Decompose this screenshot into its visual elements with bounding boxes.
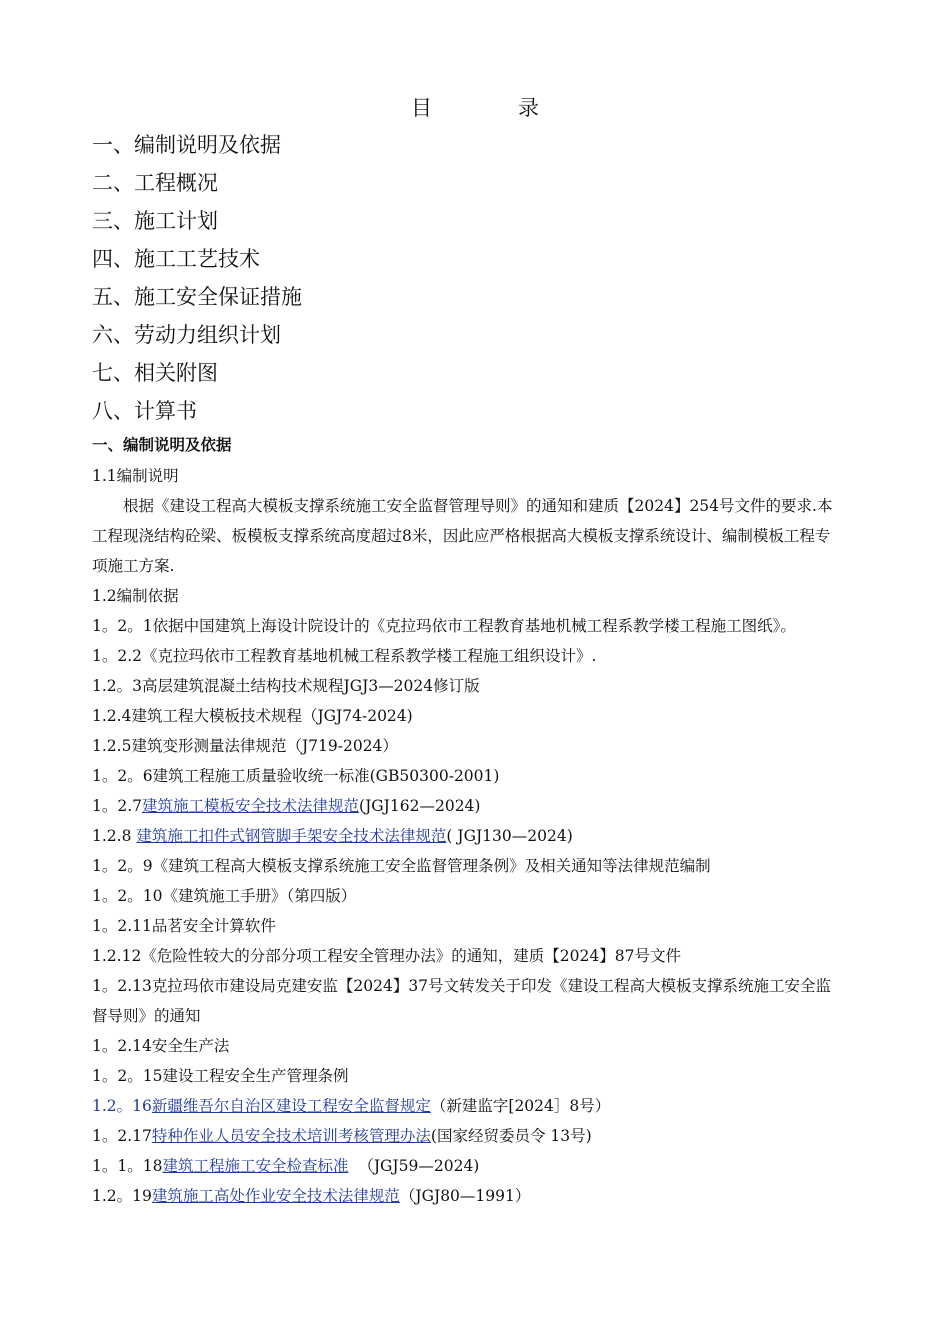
reference-item <box>92 1091 842 1121</box>
table-of-contents <box>92 126 302 430</box>
toc-title <box>0 92 950 122</box>
reference-number: 1.2。19 <box>92 1187 152 1205</box>
reference-item: 1.2.4建筑工程大模板技术规程（JGJ74-2024) <box>92 707 413 725</box>
subsection-heading: 1.1编制说明 <box>92 467 179 485</box>
reference-link[interactable]: 建筑施工模板安全技术法律规范 <box>142 797 360 815</box>
toc-title-left: 目 <box>411 96 432 120</box>
reference-item <box>92 1121 842 1151</box>
reference-item <box>92 791 842 821</box>
section-heading: 一、编制说明及依据 <box>92 436 232 454</box>
toc-item[interactable]: 四、施工工艺技术 <box>92 247 260 271</box>
reference-number: 1。2.7 <box>92 797 143 815</box>
reference-item: 1.2。3高层建筑混凝土结构技术规程JGJ3—2024修订版 <box>92 677 480 695</box>
reference-item: 1。2。6建筑工程施工质量验收统一标准(GB50300-2001) <box>92 767 500 785</box>
toc-item[interactable]: 三、施工计划 <box>92 209 218 233</box>
reference-item: 1.2.12《危险性较大的分部分项工程安全管理办法》的通知，建质【2024】87号文件 <box>92 947 681 965</box>
toc-item[interactable]: 一、编制说明及依据 <box>92 133 281 157</box>
reference-item: 1。2.14安全生产法 <box>92 1037 230 1055</box>
reference-item: 1.2.5建筑变形测量法律规范（J719-2024） <box>92 737 398 755</box>
reference-code: （新建监字[2024］8号） <box>430 1097 611 1115</box>
reference-item: 1。2。9《建筑工程高大模板支撑系统施工安全监督管理条例》及相关通知等法律规范编制 <box>92 857 711 875</box>
reference-item: 1。2。10《建筑施工手册》（第四版） <box>92 887 357 905</box>
reference-link[interactable]: 建筑工程施工安全检查标准 <box>162 1157 349 1175</box>
reference-item: 1。2。15建设工程安全生产管理条例 <box>92 1067 349 1085</box>
section-body <box>92 461 842 1211</box>
reference-link[interactable]: 建筑施工高处作业安全技术法律规范 <box>151 1187 400 1205</box>
reference-code: （JGJ80—1991） <box>399 1187 531 1205</box>
reference-item: 1。2。1依据中国建筑上海设计院设计的《克拉玛依市工程教育基地机械工程系教学楼工程施工图纸》。 <box>92 617 796 635</box>
reference-number-link[interactable]: 1.2。16 <box>92 1097 152 1115</box>
reference-link[interactable]: 新疆维吾尔自治区建设工程安全监督规定 <box>151 1097 431 1115</box>
reference-number: 1。2.17 <box>92 1127 152 1145</box>
reference-item <box>92 1181 842 1211</box>
reference-code: (国家经贸委员令 13号) <box>430 1127 592 1145</box>
reference-item: 1。2.11品茗安全计算软件 <box>92 917 276 935</box>
reference-code: （JGJ59—2024) <box>348 1157 480 1175</box>
reference-code: (JGJ162—2024) <box>359 797 481 815</box>
reference-link[interactable]: 特种作业人员安全技术培训考核管理办法 <box>151 1127 431 1145</box>
subsection-heading: 1.2编制依据 <box>92 587 179 605</box>
reference-number: 1。1。18 <box>92 1157 163 1175</box>
reference-code: ( JGJ130—2024) <box>446 827 573 845</box>
toc-item[interactable]: 二、工程概况 <box>92 171 218 195</box>
reference-item: 1。2.2《克拉玛依市工程教育基地机械工程系教学楼工程施工组织设计》. <box>92 647 597 665</box>
toc-title-right: 录 <box>518 96 539 120</box>
reference-link[interactable]: 建筑施工扣件式钢管脚手架安全技术法律规范 <box>136 827 447 845</box>
toc-item[interactable]: 七、相关附图 <box>92 361 218 385</box>
reference-item: 1。2.13克拉玛依市建设局克建安监【2024】37号文转发关于印发《建设工程高大模板支撑系统施工安全监督导则》的通知 <box>92 977 832 1025</box>
toc-item[interactable]: 八、计算书 <box>92 399 197 423</box>
reference-number: 1.2.8 <box>92 827 137 845</box>
reference-item <box>92 1151 842 1181</box>
toc-item[interactable]: 六、劳动力组织计划 <box>92 323 281 347</box>
reference-item <box>92 821 842 851</box>
paragraph: 根据《建设工程高大模板支撑系统施工安全监督管理导则》的通知和建质【2024】254号文件的要求.本工程现浇结构砼梁、板模板支撑系统高度超过8米，因此应严格根据高大模板支撑系统设计、编制模板工程专项施工方案. <box>92 497 833 575</box>
toc-item[interactable]: 五、施工安全保证措施 <box>92 285 302 309</box>
